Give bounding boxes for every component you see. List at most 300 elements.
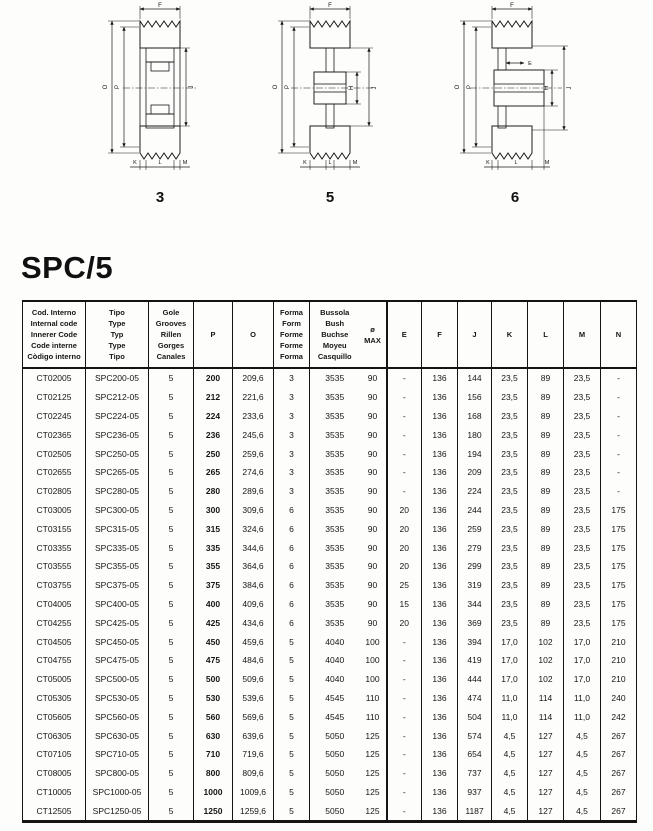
cell-n: 240	[601, 689, 637, 708]
table-row	[23, 632, 637, 651]
cell-grooves: 5	[149, 482, 194, 501]
cell-code: CT05005	[23, 670, 86, 689]
cell-n: -	[601, 444, 637, 463]
cell-bush: 5050	[310, 783, 360, 802]
table-row	[23, 613, 637, 632]
cell-j: 180	[458, 425, 492, 444]
cell-f: 136	[422, 689, 458, 708]
cell-grooves: 5	[149, 707, 194, 726]
cell-f: 136	[422, 425, 458, 444]
dim-label-e: E	[528, 61, 532, 67]
cell-omax: 90	[367, 542, 378, 553]
cell-l: 89	[528, 576, 564, 595]
cell-n: 175	[601, 538, 637, 557]
cell-form: 5	[274, 670, 310, 689]
cell-o: 274,6	[233, 463, 274, 482]
cell-grooves: 5	[149, 764, 194, 783]
cell-p: 355	[194, 557, 233, 576]
cell-type: SPC425-05	[86, 613, 149, 632]
cell-bush: 3535	[310, 538, 360, 557]
cell-grooves: 5	[149, 689, 194, 708]
web-bottom	[498, 106, 506, 128]
cell-e: -	[387, 801, 422, 821]
cell-o: 809,6	[233, 764, 274, 783]
cell-grooves: 5	[149, 576, 194, 595]
cell-k: 4,5	[492, 783, 528, 802]
cell-type: SPC212-05	[86, 388, 149, 407]
cell-type: SPC335-05	[86, 538, 149, 557]
cell-e: -	[387, 726, 422, 745]
table-row	[23, 501, 637, 520]
cell-omax: 100	[365, 655, 380, 666]
cell-code: CT06305	[23, 726, 86, 745]
cell-grooves: 5	[149, 745, 194, 764]
table-row	[23, 689, 637, 708]
cell-f: 136	[422, 726, 458, 745]
cell-omax: 125	[365, 786, 380, 797]
cell-p: 250	[194, 444, 233, 463]
table-row	[23, 407, 637, 426]
cell-form: 5	[274, 764, 310, 783]
cell-code: CT05605	[23, 707, 86, 726]
cell-type: SPC710-05	[86, 745, 149, 764]
cell-m: 11,0	[564, 689, 601, 708]
cell-l: 89	[528, 519, 564, 538]
dim-label-p: P	[115, 84, 121, 90]
cell-k: 23,5	[492, 595, 528, 614]
cell-m: 23,5	[564, 425, 601, 444]
table-row	[23, 745, 637, 764]
cell-j: 1187	[458, 801, 492, 821]
cell-e: -	[387, 368, 422, 388]
cell-omax: 100	[365, 636, 380, 647]
cell-m: 11,0	[564, 707, 601, 726]
cell-grooves: 5	[149, 557, 194, 576]
cell-o: 209,6	[233, 368, 274, 388]
cell-o: 1009,6	[233, 783, 274, 802]
cell-j: 344	[458, 595, 492, 614]
cell-grooves: 5	[149, 801, 194, 821]
table-row	[23, 670, 637, 689]
cell-n: 175	[601, 613, 637, 632]
table-row	[23, 482, 637, 501]
cell-grooves: 5	[149, 632, 194, 651]
cell-bush: 3535	[310, 388, 360, 407]
cell-o: 245,6	[233, 425, 274, 444]
cell-k: 23,5	[492, 368, 528, 388]
cell-k: 23,5	[492, 557, 528, 576]
cell-o: 409,6	[233, 595, 274, 614]
cell-bush: 4040	[310, 651, 360, 670]
form-number-3: 3	[155, 189, 165, 206]
cell-l: 89	[528, 444, 564, 463]
cell-p: 560	[194, 707, 233, 726]
cell-type: SPC200-05	[86, 368, 149, 388]
cell-l: 127	[528, 745, 564, 764]
cell-grooves: 5	[149, 463, 194, 482]
cell-code: CT03755	[23, 576, 86, 595]
cell-l: 89	[528, 407, 564, 426]
cell-o: 233,6	[233, 407, 274, 426]
hub-bottom-half	[494, 92, 544, 106]
cell-l: 127	[528, 783, 564, 802]
cell-f: 136	[422, 557, 458, 576]
cell-j: 419	[458, 651, 492, 670]
cell-m: 17,0	[564, 632, 601, 651]
form-number-6: 6	[510, 189, 520, 206]
cell-code: CT10005	[23, 783, 86, 802]
keyway-bottom	[151, 105, 169, 114]
cell-k: 23,5	[492, 576, 528, 595]
cell-type: SPC280-05	[86, 482, 149, 501]
cell-l: 89	[528, 425, 564, 444]
cell-omax: 90	[367, 486, 378, 497]
cell-l: 89	[528, 482, 564, 501]
cell-code: CT03355	[23, 538, 86, 557]
cell-e: -	[387, 407, 422, 426]
cell-p: 200	[194, 368, 233, 388]
cell-n: 175	[601, 595, 637, 614]
table-row	[23, 576, 637, 595]
dim-label-h: H	[544, 85, 550, 91]
cell-type: SPC224-05	[86, 407, 149, 426]
cell-grooves: 5	[149, 444, 194, 463]
cell-form: 6	[274, 538, 310, 557]
cell-o: 1259,6	[233, 801, 274, 821]
cell-k: 23,5	[492, 444, 528, 463]
cell-f: 136	[422, 444, 458, 463]
cell-omax: 90	[367, 561, 378, 572]
col-header-o: O	[233, 301, 274, 368]
cell-grooves: 5	[149, 501, 194, 520]
cell-code: CT07105	[23, 745, 86, 764]
cell-k: 23,5	[492, 501, 528, 520]
dim-label-l: L	[158, 160, 162, 166]
cell-bush: 5050	[310, 745, 360, 764]
cell-p: 224	[194, 407, 233, 426]
cell-o: 259,6	[233, 444, 274, 463]
cell-omax: 110	[365, 692, 380, 703]
pulley-diagram-form-3	[85, 0, 235, 215]
col-header-f: F	[422, 301, 458, 368]
cell-n: 175	[601, 557, 637, 576]
cell-m: 23,5	[564, 557, 601, 576]
cell-type: SPC355-05	[86, 557, 149, 576]
dim-label-l: L	[328, 160, 332, 166]
cell-f: 136	[422, 707, 458, 726]
cell-omax: 125	[365, 768, 380, 779]
rim-top-grooves	[140, 21, 180, 48]
cell-j: 209	[458, 463, 492, 482]
dim-label-f: F	[510, 3, 514, 9]
cell-j: 259	[458, 519, 492, 538]
cell-l: 89	[528, 613, 564, 632]
cell-k: 23,5	[492, 538, 528, 557]
cell-l: 89	[528, 595, 564, 614]
cell-j: 224	[458, 482, 492, 501]
cell-e: -	[387, 745, 422, 764]
cell-code: CT04755	[23, 651, 86, 670]
cell-n: -	[601, 368, 637, 388]
cell-form: 3	[274, 463, 310, 482]
cell-form: 5	[274, 745, 310, 764]
cell-form: 3	[274, 482, 310, 501]
cell-form: 5	[274, 783, 310, 802]
col-header-n: N	[601, 301, 637, 368]
cell-k: 17,0	[492, 632, 528, 651]
cell-bush: 5050	[310, 801, 360, 821]
cell-code: CT03155	[23, 519, 86, 538]
cell-omax: 90	[367, 467, 378, 478]
cell-grooves: 5	[149, 595, 194, 614]
cell-type: SPC560-05	[86, 707, 149, 726]
rim-bottom-grooves	[310, 126, 350, 159]
cell-grooves: 5	[149, 538, 194, 557]
cell-m: 17,0	[564, 651, 601, 670]
cell-j: 474	[458, 689, 492, 708]
cell-k: 23,5	[492, 519, 528, 538]
cell-omax: 90	[367, 617, 378, 628]
web-bottom	[326, 104, 334, 128]
cell-j: 654	[458, 745, 492, 764]
cell-form: 6	[274, 501, 310, 520]
cell-j: 279	[458, 538, 492, 557]
cell-j: 937	[458, 783, 492, 802]
cell-f: 136	[422, 538, 458, 557]
cell-code: CT12505	[23, 801, 86, 821]
cell-n: 210	[601, 651, 637, 670]
cell-grooves: 5	[149, 670, 194, 689]
cell-l: 127	[528, 726, 564, 745]
cell-bush: 3535	[310, 595, 360, 614]
cell-p: 280	[194, 482, 233, 501]
cell-f: 136	[422, 801, 458, 821]
cell-j: 737	[458, 764, 492, 783]
table-row	[23, 557, 637, 576]
cell-j: 194	[458, 444, 492, 463]
cell-m: 23,5	[564, 576, 601, 595]
rim-bottom-grooves	[140, 126, 180, 159]
cell-p: 315	[194, 519, 233, 538]
cell-omax: 90	[367, 598, 378, 609]
cell-p: 335	[194, 538, 233, 557]
cell-form: 5	[274, 651, 310, 670]
cell-code: CT02125	[23, 388, 86, 407]
cell-bush: 4545	[310, 689, 360, 708]
cell-m: 23,5	[564, 501, 601, 520]
cell-form: 5	[274, 632, 310, 651]
cell-k: 17,0	[492, 651, 528, 670]
col-header-grooves: Gole Grooves Rillen Gorges Canales	[149, 301, 194, 368]
cell-bush: 3535	[310, 463, 360, 482]
cell-bush: 4545	[310, 707, 360, 726]
dim-label-k: K	[133, 160, 137, 166]
cell-l: 114	[528, 707, 564, 726]
cell-l: 89	[528, 501, 564, 520]
cell-n: -	[601, 407, 637, 426]
cell-bush: 3535	[310, 444, 360, 463]
cell-l: 102	[528, 651, 564, 670]
dim-label-k: K	[303, 160, 307, 166]
cell-n: 267	[601, 801, 637, 821]
table-row	[23, 707, 637, 726]
cell-m: 23,5	[564, 482, 601, 501]
table-row	[23, 444, 637, 463]
cell-j: 144	[458, 368, 492, 388]
cell-bush: 3535	[310, 425, 360, 444]
col-header-bush: Bussola Bush Buchse Moyeu Casquillo	[310, 301, 360, 368]
cell-type: SPC475-05	[86, 651, 149, 670]
web-top	[326, 48, 334, 72]
cell-n: 175	[601, 576, 637, 595]
cell-f: 136	[422, 368, 458, 388]
cell-omax: 90	[367, 580, 378, 591]
cell-bush: 3535	[310, 482, 360, 501]
cell-bush: 3535	[310, 501, 360, 520]
cell-n: 242	[601, 707, 637, 726]
table-row	[23, 801, 637, 821]
rim-top-grooves	[492, 21, 532, 48]
cell-grooves: 5	[149, 651, 194, 670]
cell-type: SPC265-05	[86, 463, 149, 482]
cell-e: -	[387, 764, 422, 783]
cell-m: 23,5	[564, 388, 601, 407]
cell-l: 127	[528, 801, 564, 821]
cell-e: -	[387, 670, 422, 689]
cell-omax: 125	[365, 805, 380, 816]
hub-bottom-half	[314, 92, 346, 104]
cell-l: 89	[528, 388, 564, 407]
table-row	[23, 425, 637, 444]
rim-top-grooves	[310, 21, 350, 48]
cell-m: 23,5	[564, 613, 601, 632]
cell-code: CT02245	[23, 407, 86, 426]
cell-form: 5	[274, 707, 310, 726]
cell-f: 136	[422, 463, 458, 482]
cell-l: 89	[528, 463, 564, 482]
cell-form: 3	[274, 407, 310, 426]
cell-code: CT04005	[23, 595, 86, 614]
cell-l: 127	[528, 764, 564, 783]
cell-o: 719,6	[233, 745, 274, 764]
dim-label-o: O	[455, 84, 461, 90]
cell-code: CT03005	[23, 501, 86, 520]
cell-f: 136	[422, 632, 458, 651]
cell-omax: 90	[367, 448, 378, 459]
cell-p: 630	[194, 726, 233, 745]
cell-f: 136	[422, 407, 458, 426]
cell-m: 23,5	[564, 444, 601, 463]
spec-table	[22, 300, 637, 823]
col-header-form: Forma Form Forme Forme Forma	[274, 301, 310, 368]
cell-e: 20	[387, 613, 422, 632]
hub-top-half	[494, 70, 544, 84]
cell-m: 4,5	[564, 726, 601, 745]
cell-o: 364,6	[233, 557, 274, 576]
cell-form: 6	[274, 557, 310, 576]
cell-n: 210	[601, 632, 637, 651]
dim-label-j: J	[567, 86, 573, 90]
cell-e: -	[387, 707, 422, 726]
cell-type: SPC300-05	[86, 501, 149, 520]
cell-grooves: 5	[149, 726, 194, 745]
cell-e: -	[387, 651, 422, 670]
cell-type: SPC800-05	[86, 764, 149, 783]
cell-f: 136	[422, 613, 458, 632]
cell-type: SPC250-05	[86, 444, 149, 463]
cell-code: CT02005	[23, 368, 86, 388]
cell-k: 23,5	[492, 425, 528, 444]
cell-grooves: 5	[149, 388, 194, 407]
cell-form: 3	[274, 425, 310, 444]
cell-bush: 4040	[310, 670, 360, 689]
cell-n: 175	[601, 519, 637, 538]
col-header-l: L	[528, 301, 564, 368]
table-row	[23, 463, 637, 482]
cell-omax: 125	[365, 749, 380, 760]
cell-o: 384,6	[233, 576, 274, 595]
cell-omax: 125	[365, 730, 380, 741]
cell-e: -	[387, 444, 422, 463]
dim-label-j: J	[372, 86, 378, 90]
cell-omax: 90	[367, 504, 378, 515]
cell-e: 20	[387, 557, 422, 576]
cell-m: 23,5	[564, 368, 601, 388]
cell-e: -	[387, 632, 422, 651]
cell-m: 23,5	[564, 595, 601, 614]
cell-k: 11,0	[492, 707, 528, 726]
table-row	[23, 388, 637, 407]
table-row	[23, 783, 637, 802]
cell-e: 15	[387, 595, 422, 614]
cell-o: 569,6	[233, 707, 274, 726]
cell-omax: 90	[367, 429, 378, 440]
col-header-type: Tipo Type Typ Type Tipo	[86, 301, 149, 368]
dim-label-o: O	[273, 84, 279, 90]
cell-omax: 90	[367, 392, 378, 403]
cell-k: 23,5	[492, 407, 528, 426]
cell-e: -	[387, 425, 422, 444]
cell-form: 3	[274, 444, 310, 463]
col-header-k: K	[492, 301, 528, 368]
cell-grooves: 5	[149, 368, 194, 388]
cell-n: 267	[601, 764, 637, 783]
cell-type: SPC400-05	[86, 595, 149, 614]
hub-flange-top	[146, 48, 174, 62]
cell-m: 4,5	[564, 764, 601, 783]
cell-j: 244	[458, 501, 492, 520]
cell-j: 299	[458, 557, 492, 576]
cell-n: -	[601, 388, 637, 407]
rim-bottom-grooves	[492, 126, 532, 159]
cell-f: 136	[422, 745, 458, 764]
cell-e: 20	[387, 538, 422, 557]
cell-bush: 4040	[310, 632, 360, 651]
cell-grooves: 5	[149, 783, 194, 802]
cell-f: 136	[422, 388, 458, 407]
cell-l: 89	[528, 368, 564, 388]
cell-omax: 100	[365, 674, 380, 685]
table-row	[23, 519, 637, 538]
cell-l: 89	[528, 557, 564, 576]
cell-m: 23,5	[564, 519, 601, 538]
dim-label-k: K	[486, 160, 490, 166]
dim-label-m: M	[544, 160, 550, 166]
cell-k: 4,5	[492, 745, 528, 764]
cell-p: 265	[194, 463, 233, 482]
cell-n: -	[601, 463, 637, 482]
cell-l: 102	[528, 632, 564, 651]
